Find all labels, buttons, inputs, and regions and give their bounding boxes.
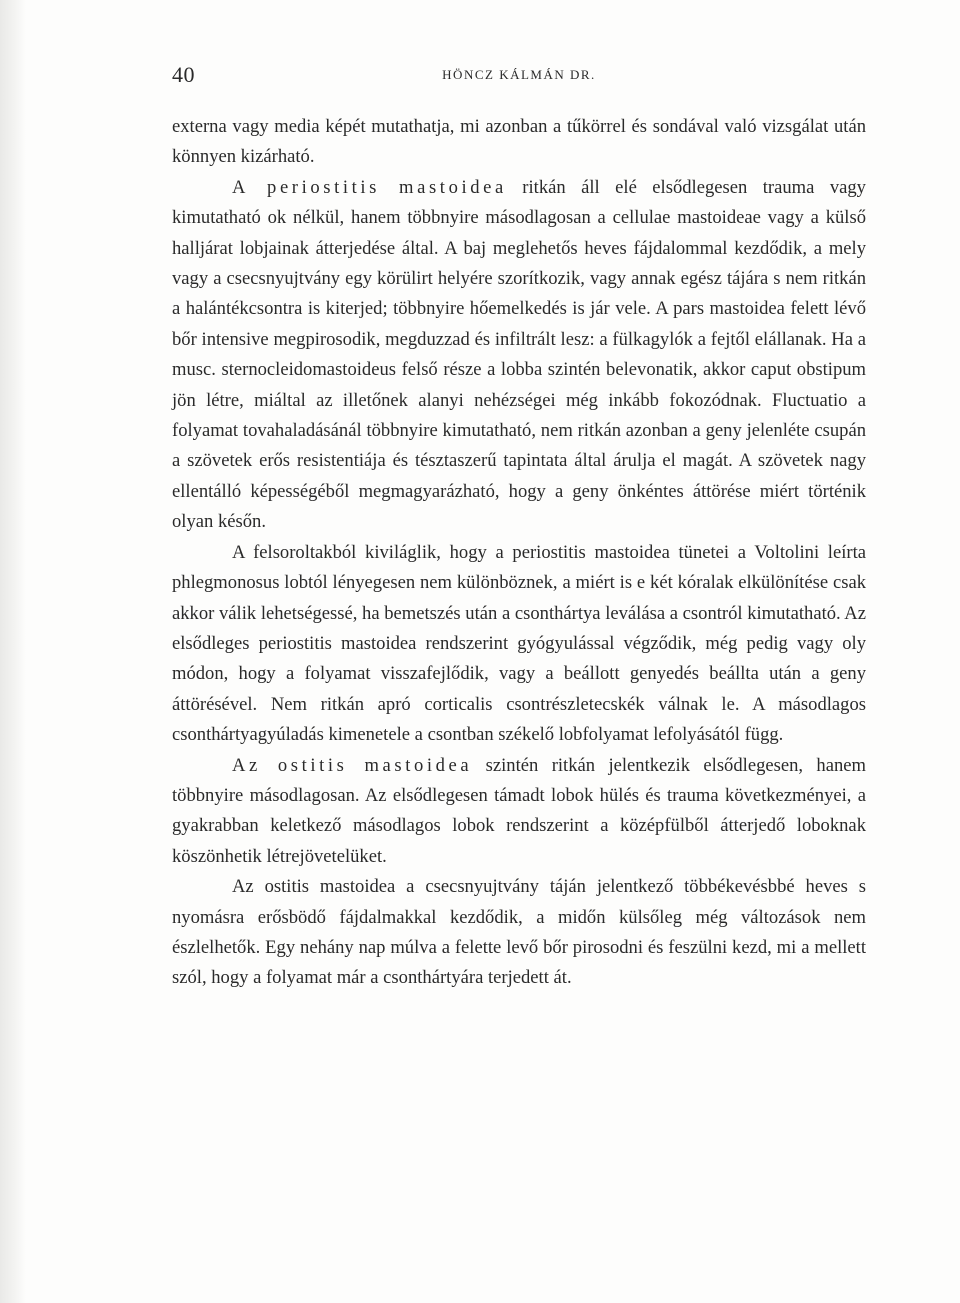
- paragraph-3: [172, 538, 866, 751]
- paragraph-text: szintén ritkán jelentkezik elsődlegesen, hanem többnyire másodlagosan. Az elsődlegesen támadt lobok hülés és trauma következményei, a gyakrabban keletkező másodlagos lobok rendszerint a középfülből átterjedő loboknak köszönhetik létrejövetelüket.: [172, 754, 866, 867]
- paragraph-5: [172, 872, 866, 994]
- spaced-term: A periostitis mastoidea: [232, 176, 507, 198]
- page-spine-shadow: [0, 0, 26, 1303]
- paragraph-2: [172, 173, 866, 538]
- paragraph-1: [172, 112, 866, 173]
- running-head: HÖNCZ KÁLMÁN DR.: [442, 67, 596, 82]
- page-number: 40: [172, 62, 195, 87]
- paragraph-text: A felsoroltakból kiviláglik, hogy a periostitis mastoidea tünetei a Voltolini leírta phlegmonosus lobtól lényegesen nem különböznek, a miért is e két kóralak elkülönítése csak akkor válik lehetségessé, ha bemetszés után a csonthártya leválása a csontról kimutatható. Az elsődleges periostitis mastoidea rendszerint gyógyulással végződik, még pedig vagy oly módon, hogy a folyamat visszafejlődik, vagy a beállott genyedés beállta után a geny áttörésével. Nem ritkán apró corticalis csontrészletecskék válnak le. A másodlagos csonthártyagyúladás kimenetele a csontban székelő lobfolyamat lefolyásától függ.: [172, 541, 866, 746]
- page-header: [172, 62, 866, 92]
- body-text: [172, 112, 866, 994]
- paragraph-text: Az ostitis mastoidea a csecsnyujtvány táján jelentkező többékevésbbé heves s nyomásra erősbödő fájdalmakkal kezdődik, a midőn külsőleg még változások nem észlelhetők. Egy nehány nap múlva a felette levő bőr pirosodni és feszülni kezd, mi a mellett szól, hogy a folyamat már a csonthártyára terjedett át.: [172, 876, 866, 989]
- spaced-term: Az ostitis mastoidea: [232, 754, 473, 776]
- paragraph-text: ritkán áll elé elsődlegesen trauma vagy kimutatható ok nélkül, hanem többnyire másodlagosan a cellulae mastoideae vagy a külső halljárat lobjainak átterjedése által. A baj meglehetős heves fájdalommal kezdődik, a mely vagy a csecsnyujtvány egy körülirt helyére szorítkozik, vagy annak egész tájára s nem ritkán a halántékcsontra is kiterjed; többnyire hőemelkedés is jár vele. A pars mastoidea felett lévő bőr intensive megpirosodik, megduzzad és infiltrált lesz: a fülkagylók a fejtől elállanak. Ha a musc. sternocleidomastoideus felső része a lobba szintén belevonatik, akkor caput obstipum jön létre, miáltal az illetőnek alanyi nehézségei még inkább fokozódnak. Fluctuatio a folyamat tovahaladásánál többnyire kimutatható, nem ritkán azonban a geny jelenléte csupán a szövetek erős resistentiája és tésztaszerű tapintata által árulja el magát. A szövetek nagy ellentálló képességéből megmagyarázható, hogy a geny önkéntes áttörése miért történik olyan későn.: [172, 176, 866, 533]
- paragraph-text: externa vagy media képét mutathatja, mi azonban a tűkörrel és sondával való vizsgálat után könnyen kizárható.: [172, 116, 866, 168]
- paragraph-4: [172, 751, 866, 873]
